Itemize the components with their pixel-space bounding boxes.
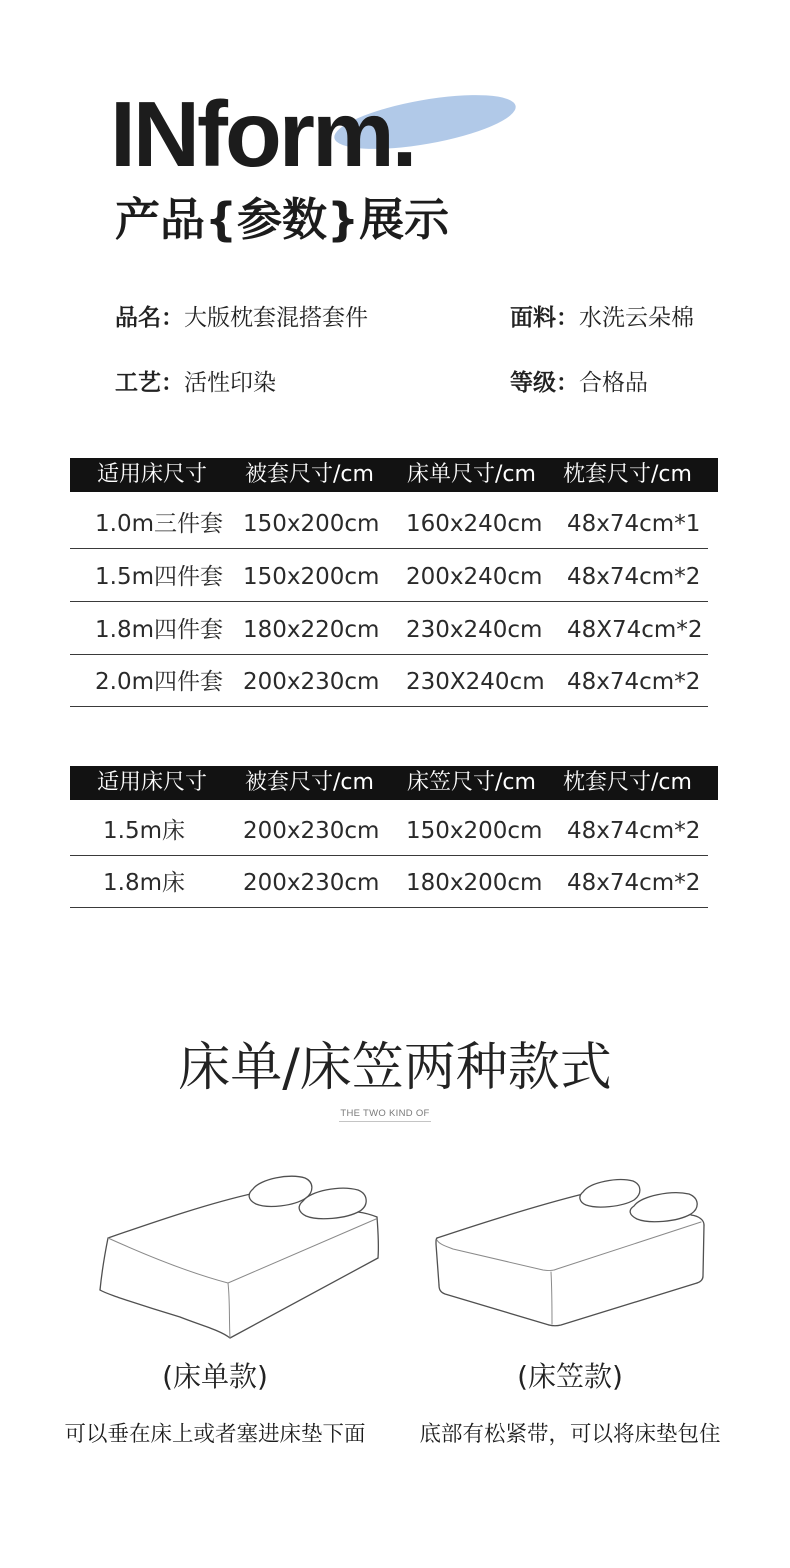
- fitted-set-table-header: [70, 766, 718, 800]
- column-header: 适用床尺寸: [97, 770, 208, 795]
- table-cell: 230X240cm: [406, 669, 545, 695]
- table-cell: 48x74cm*1: [567, 511, 701, 537]
- section-subtitle: THE TWO KIND OF: [339, 1108, 430, 1122]
- table-cell: 160x240cm: [406, 511, 543, 537]
- table-row: [70, 658, 708, 707]
- spec-value: 大版枕套混搭套件: [184, 305, 368, 331]
- table-cell: 180x200cm: [406, 870, 543, 896]
- column-header: 被套尺寸/cm: [245, 462, 374, 487]
- table-cell: 180x220cm: [243, 617, 380, 643]
- table-cell: 48x74cm*2: [567, 564, 701, 590]
- table-cell: 200x230cm: [243, 870, 380, 896]
- column-header: 被套尺寸/cm: [245, 770, 374, 795]
- table-row: [70, 606, 708, 655]
- fitted-sheet-bed-icon: [425, 1170, 715, 1335]
- table-cell: 48x74cm*2: [567, 669, 701, 695]
- spec-value: 合格品: [579, 370, 648, 396]
- flat-sheet-bed-icon: [90, 1165, 390, 1350]
- table-cell: 230x240cm: [406, 617, 543, 643]
- spec-label: 等级：: [510, 370, 579, 396]
- variant-name: (床笠款): [517, 1360, 623, 1393]
- page-title: 产品{参数}展示: [115, 193, 450, 246]
- column-header: 床单尺寸/cm: [407, 462, 536, 487]
- variant-description: 底部有松紧带，可以将床垫包住: [419, 1422, 721, 1447]
- variant-flat-sheet: [40, 1359, 390, 1449]
- spec-label: 品名：: [115, 305, 184, 331]
- section-title: 床单/床笠两种款式: [178, 1038, 612, 1098]
- spec-item-fabric: [510, 304, 694, 332]
- table-cell: 200x230cm: [243, 669, 380, 695]
- table-row: [70, 500, 708, 549]
- spec-value: 活性印染: [184, 370, 276, 396]
- table-cell: 1.5m四件套: [95, 564, 223, 590]
- table-row: [70, 553, 708, 602]
- column-header: 床笠尺寸/cm: [407, 770, 536, 795]
- column-header: 枕套尺寸/cm: [563, 770, 692, 795]
- table-cell: 48x74cm*2: [567, 870, 701, 896]
- variant-description: 可以垂在床上或者塞进床垫下面: [64, 1422, 366, 1447]
- variant-name: (床单款): [162, 1360, 268, 1393]
- table-cell: 1.0m三件套: [95, 511, 223, 537]
- section-subtitle-wrap: [0, 1101, 790, 1122]
- spec-item-grade: [510, 369, 648, 397]
- table-row: [70, 807, 708, 856]
- column-header: 枕套尺寸/cm: [563, 462, 692, 487]
- table-cell: 1.5m床: [103, 818, 185, 844]
- table-cell: 200x240cm: [406, 564, 543, 590]
- spec-label: 工艺：: [115, 370, 184, 396]
- table-cell: 200x230cm: [243, 818, 380, 844]
- table-cell: 48x74cm*2: [567, 818, 701, 844]
- spec-label: 面料：: [510, 305, 579, 331]
- table-cell: 2.0m四件套: [95, 669, 223, 695]
- column-header: 适用床尺寸: [97, 462, 208, 487]
- spec-item-product-name: [115, 304, 368, 332]
- table-cell: 1.8m四件套: [95, 617, 223, 643]
- table-row: [70, 859, 708, 908]
- brand-logo: INform.: [110, 82, 415, 186]
- table-cell: 150x200cm: [243, 564, 380, 590]
- variant-fitted-sheet: [395, 1359, 745, 1449]
- table-cell: 1.8m床: [103, 870, 185, 896]
- table-cell: 150x200cm: [243, 511, 380, 537]
- spec-value: 水洗云朵棉: [579, 305, 694, 331]
- spec-item-craft: [115, 369, 276, 397]
- sheet-set-table-header: [70, 458, 718, 492]
- table-cell: 150x200cm: [406, 818, 543, 844]
- table-cell: 48X74cm*2: [567, 617, 703, 643]
